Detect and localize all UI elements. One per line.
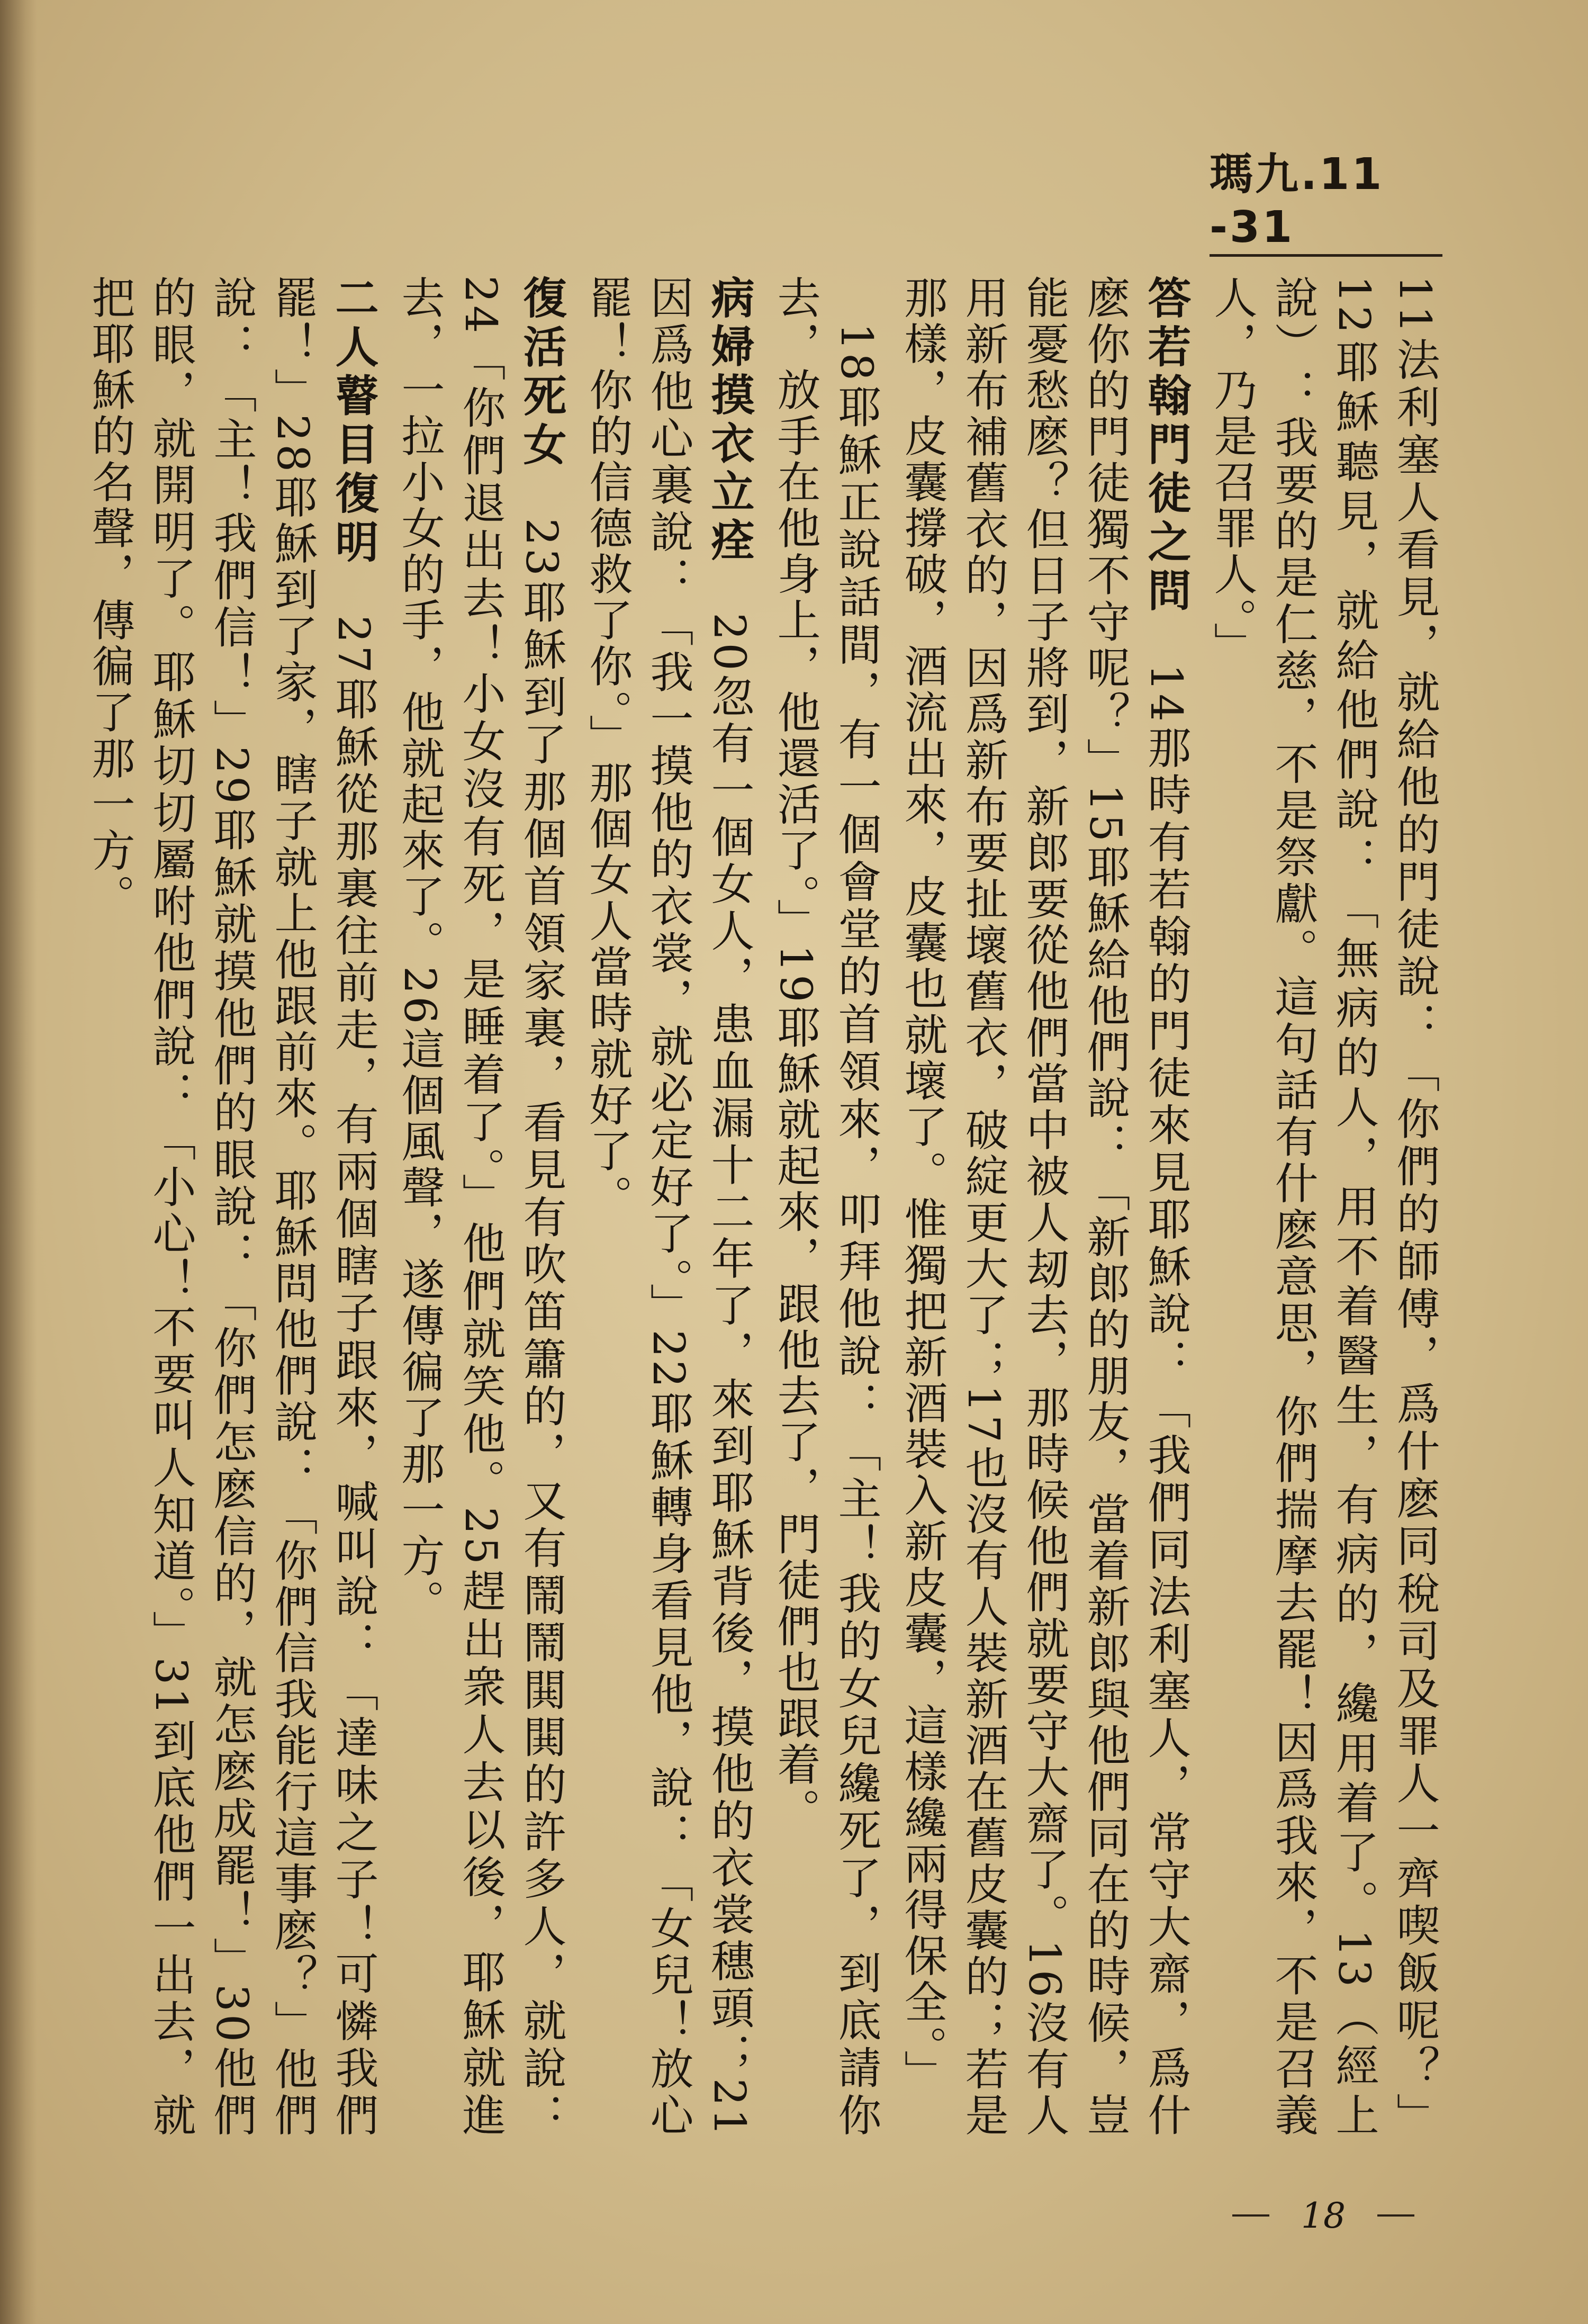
paragraph-text: 11法利塞人看見，就給他的門徒說：「你們的師傅，爲什麽同稅司及罪人一齊喫飯呢？」12耶穌聽見，就給他們說：「無病的人，用不着醫生，有病的，纔用着了。13（經上說）：我要的是仁慈，不是祭獻。這句話有什麽意思，你們揣摩去罷！因爲我來，不是召義人，乃是召罪人。」 — [1207, 275, 1440, 2139]
paragraph-5 — [389, 275, 572, 2139]
section-heading: 復活死女 — [516, 275, 566, 471]
paragraph-text: 20忽有一個女人，患血漏十二年了，來到耶穌背後，摸他的衣裳穗頭；21因爲他心裏說：「我一摸他的衣裳，就必定好了。」22耶穌轉身看見他，說：「女兒！放心罷！你的信德救了你。」那個女人當時就好了。 — [582, 275, 754, 2139]
running-header — [1210, 149, 1442, 257]
paragraph-6 — [79, 275, 384, 2139]
page-binding-shadow — [0, 0, 37, 2324]
page-footer — [1212, 2192, 1434, 2239]
paragraph-2 — [892, 275, 1196, 2139]
paragraph-3 — [765, 275, 887, 2139]
paragraph-text: 27耶穌從那裏往前走，有兩個瞎子跟來，喊叫說：「達味之子！可憐我們罷！」28耶穌到了家，瞎子就上他跟前來。耶穌問他們說：「你們信我能行這事麽？」他們說：「主！我們信！」29耶穌就摸他們的眼說：「你們怎麽信的，就怎麽成罷！」30他們的眼，就開明了。耶穌切切屬咐他們說：「小心！不要叫人知道。」31到底他們一出去，就把耶穌的名聲，傳徧了那一方。 — [85, 275, 378, 2139]
section-heading: 答若翰門徒之問 — [1141, 275, 1191, 617]
paragraph-text: 18耶穌正說話間，有一個會堂的首領來，叩拜他說：「主！我的女兒纔死了，到底請你去，放手在他身上，他還活了。」19耶穌就起來，跟他去了，門徒們也跟着。 — [770, 275, 881, 2139]
paragraph-1 — [1202, 275, 1445, 2139]
paragraph-4 — [577, 275, 760, 2139]
section-heading: 病婦摸衣立痊 — [704, 275, 754, 566]
page-number: 18 — [1301, 2195, 1346, 2236]
section-heading: 二人瞽目復明 — [328, 275, 378, 568]
paragraph-text: 23耶穌到了那個首領家裏，看見有吹笛簫的，又有鬧鬧閧閧的許多人，就說：24「你們退出去！小女沒有死，是睡着了。」他們就笑他。25趕出衆人去以後，耶穌就進去，一拉小女的手，他就起來了。26這個風聲，遂傳徧了那一方。 — [394, 275, 566, 2139]
footer-dash-right — [1377, 2214, 1414, 2217]
scripture-text-column-block — [85, 275, 1445, 2139]
running-title: 瑪九.11 -31 — [1210, 149, 1384, 253]
footer-dash-left — [1232, 2214, 1269, 2217]
paragraph-text: 14那時有若翰的門徒來見耶穌說：「我們同法利塞人，常守大齋，爲什麽你的門徒獨不守呢？」15耶穌給他們說：「新郎的朋友，當着新郎與他們同在的時候，豈能憂愁麽？但日子將到，新郎要從他們當中被人刼去，那時候他們就要守大齋了。16沒有人用新布補舊衣的，因爲新布要扯壞舊衣，破綻更大了；17也沒有人裝新酒在舊皮囊的；若是那樣，皮囊撐破，酒流出來，皮囊也就壞了。惟獨把新酒裝入新皮囊，這樣纔兩得保全。」 — [897, 275, 1191, 2139]
